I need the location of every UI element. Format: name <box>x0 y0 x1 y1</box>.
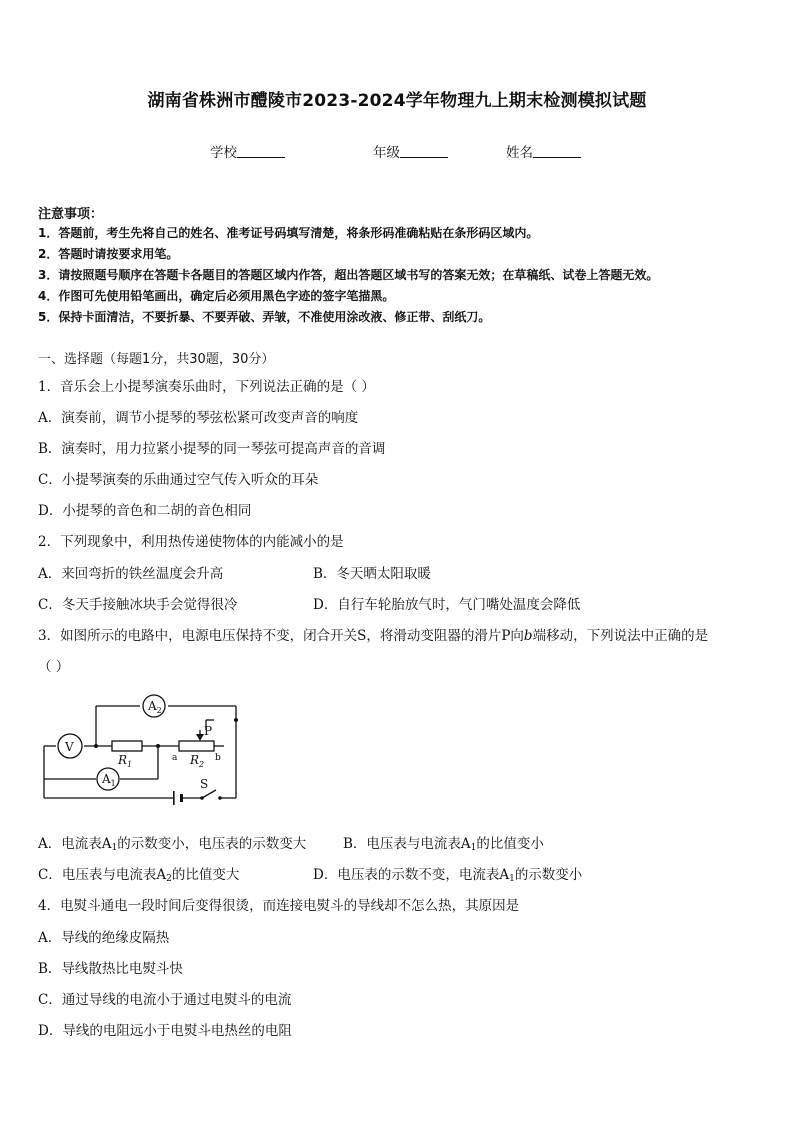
question-1-option-b[interactable]: B．演奏时，用力拉紧小提琴的同一琴弦可提高声音的音调 <box>38 441 386 457</box>
voltmeter-label: V <box>65 740 74 754</box>
notice-item: 1．答题前，考生先将自己的姓名、准考证号码填写清楚，将条形码准确粘贴在条形码区域内。 <box>38 226 539 240</box>
end-a-label: a <box>172 753 178 763</box>
question-2-option-a[interactable]: A．来回弯折的铁丝温度会升高 <box>38 566 224 582</box>
section-heading: 一、选择题（每题1分，共30题，30分） <box>38 352 275 367</box>
ammeter-2-label: $A_2$ <box>148 699 162 715</box>
name-label: 姓名 <box>506 145 533 161</box>
r2-label: $R_2$ <box>190 753 205 769</box>
grade-field <box>373 141 448 161</box>
name-field <box>506 141 581 161</box>
question-2-option-c[interactable]: C．冬天手接触冰块手会觉得很冷 <box>38 597 238 613</box>
question-4-option-c[interactable]: C．通过导线的电流小于通过电熨斗的电流 <box>38 992 292 1008</box>
question-4-option-d[interactable]: D．导线的电阻远小于电熨斗电热丝的电阻 <box>38 1023 292 1039</box>
circuit-diagram <box>34 690 244 810</box>
notice-item: 2．答题时请按要求用笔。 <box>38 247 179 261</box>
question-1-option-c[interactable]: C．小提琴演奏的乐曲通过空气传入听众的耳朵 <box>38 472 319 488</box>
notice-item: 3．请按照题号顺序在答题卡各题目的答题区域内作答，超出答题区域书写的答案无效；在草稿纸、试卷上答题无效。 <box>38 268 659 282</box>
question-3-stem: 3．如图所示的电路中，电源电压保持不变，闭合开关S，将滑动变阻器的滑片P向b端移动，下列说法中正确的是 <box>38 628 709 644</box>
school-blank[interactable] <box>237 144 285 158</box>
page-title: 湖南省株洲市醴陵市2023-2024学年物理九上期末检测模拟试题 <box>147 91 647 111</box>
question-4-option-a[interactable]: A．导线的绝缘皮隔热 <box>38 930 170 946</box>
notice-heading: 注意事项： <box>38 207 104 222</box>
question-1-option-a[interactable]: A．演奏前，调节小提琴的琴弦松紧可改变声音的响度 <box>38 410 359 426</box>
school-label: 学校 <box>210 145 237 161</box>
question-3-option-c[interactable]: C．电压表与电流表$A_2$的比值变大 <box>38 867 240 884</box>
end-b-label: b <box>215 753 221 763</box>
r1-label: $R_1$ <box>118 753 133 769</box>
ammeter-1-label: $A_1$ <box>102 772 116 788</box>
notice-item: 5．保持卡面清洁，不要折暴、不要弄破、弄皱，不准使用涂改液、修正带、刮纸刀。 <box>38 310 491 324</box>
end-b-italic: b <box>523 628 533 644</box>
question-1-stem: 1．音乐会上小提琴演奏乐曲时，下列说法正确的是（ ） <box>38 379 375 395</box>
notice-item: 4．作图可先使用铅笔画出，确定后必须用黑色字迹的签字笔描黑。 <box>38 289 395 303</box>
switch-s-label: S <box>200 777 209 791</box>
name-blank[interactable] <box>533 144 581 158</box>
slider-p-label: P <box>204 724 213 738</box>
question-4-option-b[interactable]: B．导线散热比电熨斗快 <box>38 961 183 977</box>
school-field <box>210 141 285 161</box>
question-3-option-b[interactable]: B．电压表与电流表$A_1$的比值变小 <box>343 836 544 853</box>
question-3-answer-bracket: （ ） <box>38 659 70 675</box>
question-2-option-d[interactable]: D．自行车轮胎放气时，气门嘴处温度会降低 <box>313 597 581 613</box>
grade-label: 年级 <box>373 145 400 161</box>
question-4-stem: 4．电熨斗通电一段时间后变得很烫，而连接电熨斗的导线却不怎么热，其原因是 <box>38 898 520 914</box>
question-2-stem: 2．下列现象中，利用热传递使物体的内能减小的是 <box>38 534 344 550</box>
question-1-option-d[interactable]: D．小提琴的音色和二胡的音色相同 <box>38 503 252 519</box>
question-3-option-a[interactable]: A．电流表$A_1$的示数变小，电压表的示数变大 <box>38 836 307 853</box>
grade-blank[interactable] <box>400 144 448 158</box>
question-2-option-b[interactable]: B．冬天晒太阳取暖 <box>313 566 431 582</box>
question-3-option-d[interactable]: D．电压表的示数不变，电流表$A_1$的示数变小 <box>313 867 583 884</box>
